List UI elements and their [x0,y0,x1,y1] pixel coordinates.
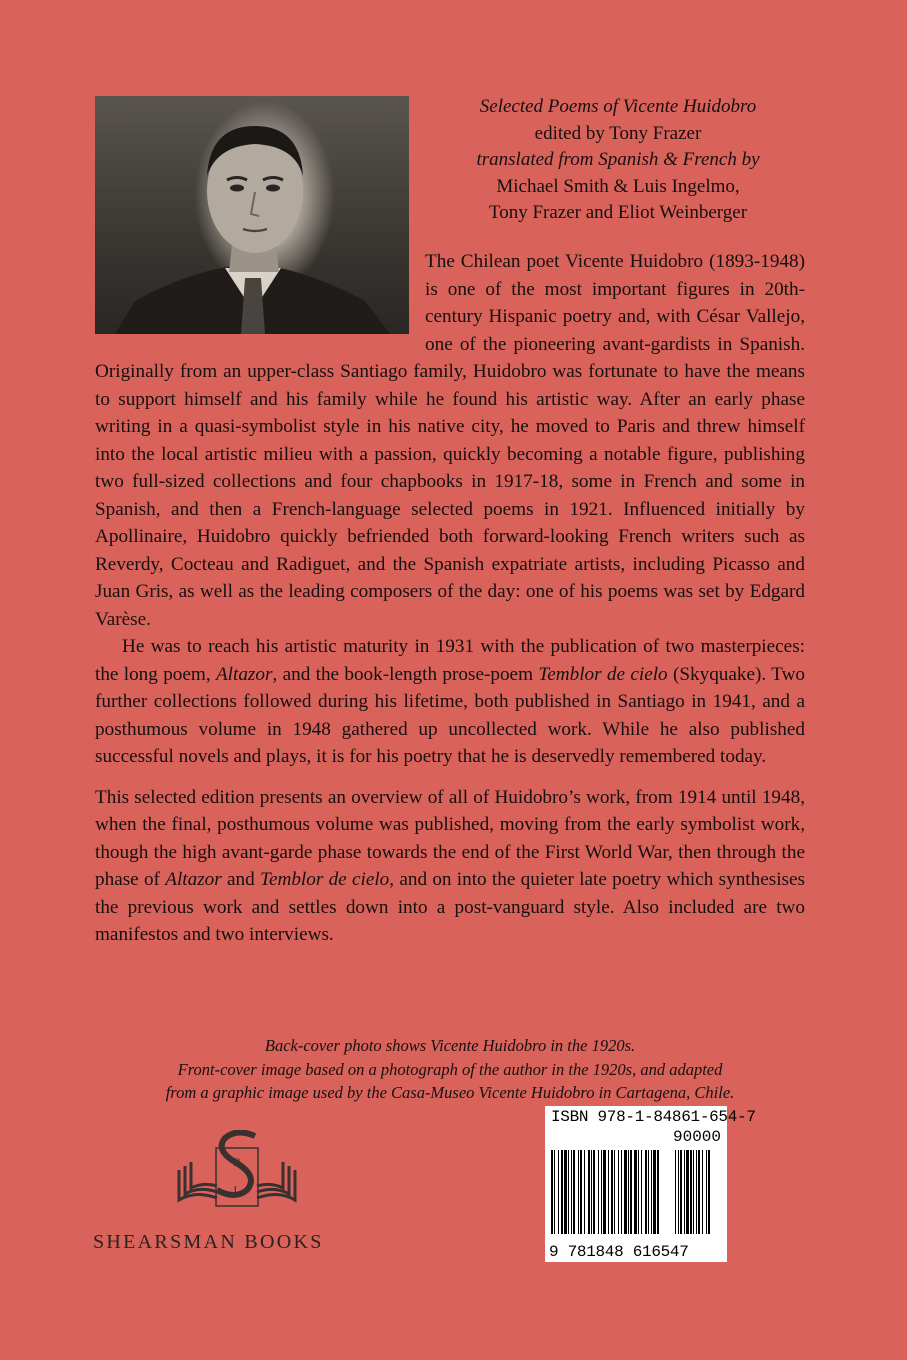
barcode-addon-bar [686,1150,689,1234]
altazor-title: Altazor [215,663,273,685]
barcode-bar [657,1150,659,1234]
barcode-addon-bar [675,1150,676,1234]
barcode-bar [584,1150,585,1234]
barcode-bar [601,1150,602,1234]
barcode-addon-bar [696,1150,697,1234]
barcode-addon-bar [678,1150,679,1234]
barcode-bar [558,1150,559,1234]
paragraph-3: This selected edition presents an overview of all of Huidobro’s work, from 1914 until 1948, when the final, posthumous volume was published, moving from the early symbolist work, though the high avant-garde phase towards the end of the First World War, then through the phase of Altazor and Temblor de cielo, and on into the quieter late poetry which synthesises the previous work and settles down into a post-vanguard style. Also included are two manifestos and two interviews. [95,786,805,945]
translators-line-2: Tony Frazer and Eliot Weinberger [488,202,748,223]
barcode-bar [648,1150,649,1234]
barcode-bar [588,1150,590,1234]
barcode-bar [611,1150,613,1234]
barcode-bar [603,1150,606,1234]
barcode-bar [571,1150,572,1234]
barcode-bar [568,1150,569,1234]
barcode-bar [608,1150,609,1234]
barcode-bar [645,1150,647,1234]
barcode-bar [621,1150,622,1234]
barcode-bars [549,1150,723,1236]
barcode-addon-bar [708,1150,710,1234]
altazor-title: Altazor [165,869,222,890]
photo-credit-line-3: from a graphic image used by the Casa-Museo Vicente Huidobro in Cartagena, Chile. [165,1083,735,1102]
book-credits [428,94,808,227]
barcode-bar [561,1150,563,1234]
book-title: Selected Poems of Vicente Huidobro [479,96,757,117]
barcode-bar [651,1150,652,1234]
translation-note: translated from Spanish & French by [476,149,760,170]
barcode-bar [630,1150,632,1234]
paragraph-1: The Chilean poet Vicente Huidobro (1893-1948) is one of the most important figures in 20th-century Hispanic poetry and, with César Vallejo, one of the pioneering avant-gardists in Spanish. Originally from an upper-class Santiago family, Huidobro was fortunate to have the means to support himself and his family while he found his artistic way. After an early phase writing in a quasi-symbolist style in his native city, he moved to Paris and threw himself into the local artistic milieu with a passion, quickly becoming a notable figure, publishing two full-sized collections and four chapbooks in 1917-18, some in French and some in Spanish, and then a French-language selected poems in 1921. Influenced initially by Apollinaire, Huidobro quickly befriended both forward-looking French writers such as Reverdy, Cocteau and Radiguet, and the Spanish expatriate artists, including Picasso and Juan Gris, as well as the leading composers of the day: one of his poems was set by Edgard Varèse. [95,251,805,630]
barcode-bar [564,1150,567,1234]
barcode-bar [624,1150,627,1234]
barcode-addon-bar [702,1150,703,1234]
photo-credit-line-2: Front-cover image based on a photograph of the author in the 1920s, and adapted [177,1059,723,1079]
price-code: 90000 [672,1128,721,1146]
barcode-bar [580,1150,582,1234]
barcode-bar [551,1150,553,1234]
temblor-title: Temblor de cielo [538,663,668,685]
paragraph-2: He was to reach his artistic maturity in 1931 with the publication of two masterpieces: the long poem, Altazor, and the book-length prose-poem Temblor de cielo (Skyquake). Two further collections followed during his lifetime, both published in Santiago in 1941, and a posthumous volume in 1948 gathered up uncollected work. While he also published successful novels and plays, it is for his poetry that he is deservedly remembered today. [95,636,806,767]
isbn-number: ISBN 978-1-84861-654-7 [551,1108,756,1126]
barcode-bar [614,1150,615,1234]
barcode-bar [618,1150,619,1234]
translators-line-1: Michael Smith & Luis Ingelmo, [496,175,740,197]
barcode-addon-bar [706,1150,707,1234]
barcode-bar [628,1150,629,1234]
barcode-bar [593,1150,595,1234]
barcode-addon-bar [693,1150,694,1234]
barcode-bar [641,1150,642,1234]
barcode-bar [653,1150,656,1234]
barcode-bar [638,1150,639,1234]
temblor-title: Temblor de cielo [260,869,390,890]
photo-credit-line-1: Back-cover photo shows Vicente Huidobro in the 1920s. [264,1036,636,1055]
barcode-bar [634,1150,637,1234]
barcode-addon-bar [690,1150,692,1234]
photo-credits [95,1034,805,1105]
barcode-addon-bar [684,1150,685,1234]
svg-text:L: L [233,1183,241,1197]
barcode-bar [554,1150,555,1234]
barcode-digits: 9 781848 616547 [549,1243,689,1261]
publisher-name: SHEARSMAN BOOKS [93,1231,324,1253]
blurb-text [95,248,805,949]
isbn-barcode [545,1106,756,1262]
barcode-addon-bar [698,1150,700,1234]
barcode-bar [573,1150,575,1234]
barcode-addon-bar [680,1150,682,1234]
svg-text:B: B [232,1155,242,1169]
barcode-bar [578,1150,579,1234]
barcode-bar [598,1150,599,1234]
editor-credit: edited by Tony Frazer [534,122,702,144]
barcode-bar [591,1150,592,1234]
